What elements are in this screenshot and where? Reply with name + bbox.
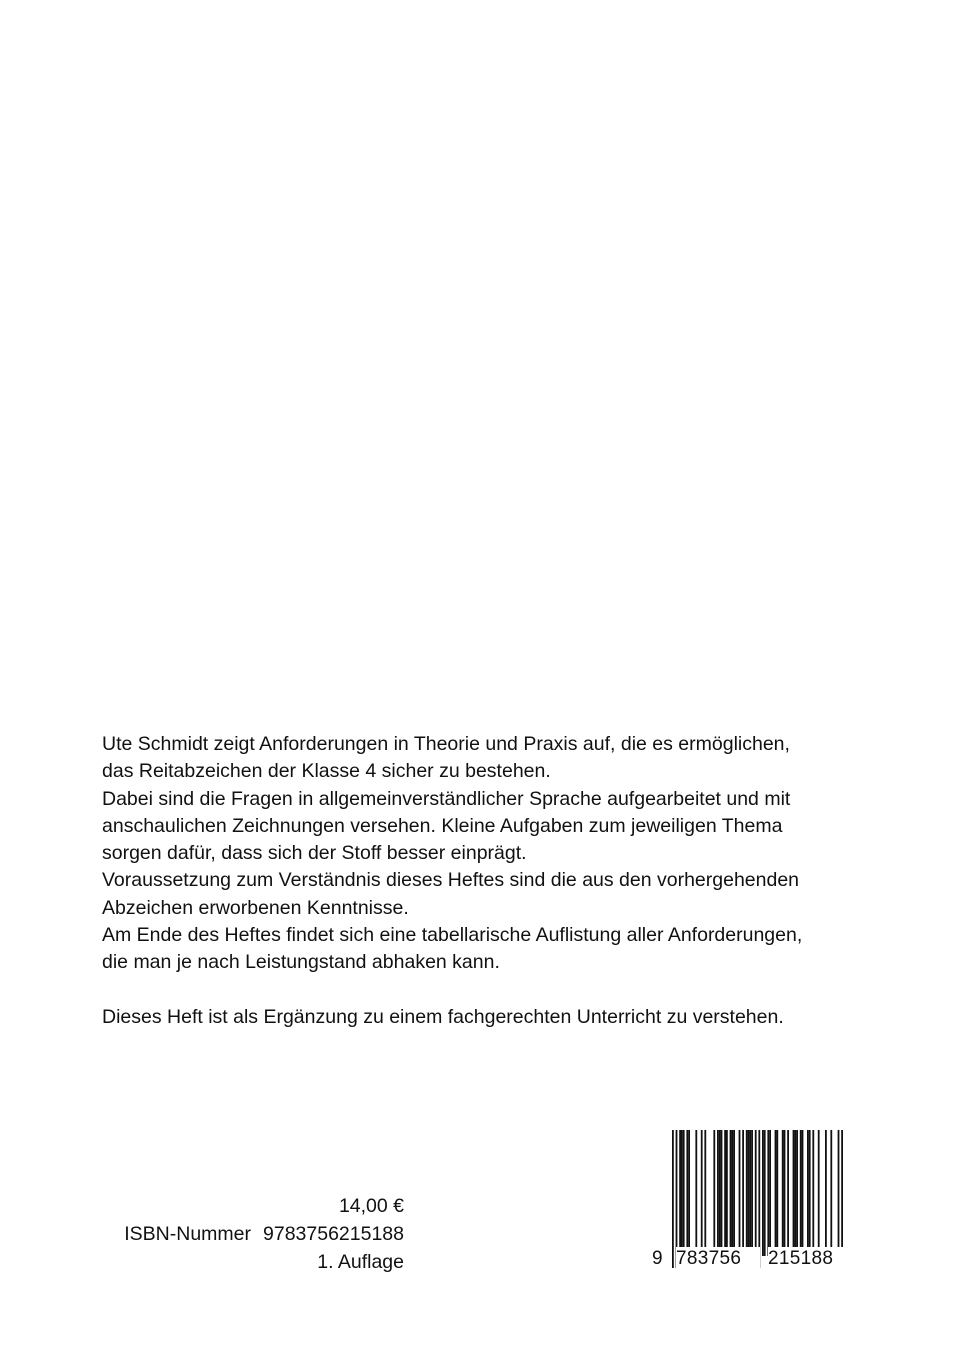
barcode-bar <box>713 1130 715 1256</box>
barcode-bar <box>749 1130 751 1256</box>
barcode-digits <box>652 1247 850 1271</box>
edition: 1. Auflage <box>317 1251 404 1273</box>
barcode-bar <box>794 1130 796 1256</box>
barcode-bar <box>721 1130 723 1256</box>
barcode-bar <box>809 1130 811 1256</box>
barcode-bar <box>767 1130 769 1256</box>
price: 14,00 € <box>338 1195 404 1217</box>
blurb-line: Voraussetzung zum Verständnis dieses Heftes sind die aus den vorhergehenden <box>102 869 800 892</box>
barcode-bar <box>701 1130 703 1256</box>
barcode-bar <box>742 1130 744 1256</box>
blurb-line: anschaulichen Zeichnungen versehen. Kleine Aufgaben zum jeweiligen Thema <box>102 814 783 837</box>
blurb-line: Am Ende des Heftes findet sich eine tabellarische Auflistung aller Anforderungen, <box>102 924 803 947</box>
barcode-bar <box>769 1130 771 1256</box>
barcode-bar <box>776 1130 778 1256</box>
barcode-bar <box>782 1130 784 1256</box>
blurb-closing: Dieses Heft ist als Ergänzung zu einem fachgerechten Unterricht zu verstehen. <box>102 1005 784 1028</box>
barcode-bar <box>793 1130 795 1256</box>
blurb-line: Abzeichen erworbenen Kenntnisse. <box>102 896 409 919</box>
blurb-line: sorgen dafür, dass sich der Stoff besser einprägt. <box>102 842 527 865</box>
barcode-bar <box>739 1130 741 1256</box>
barcode-bar <box>775 1130 777 1256</box>
barcode-bar <box>784 1130 786 1256</box>
barcode-bar <box>746 1130 748 1256</box>
barcode-bar <box>726 1130 728 1256</box>
barcode-bar <box>719 1130 721 1256</box>
back-cover-blurb <box>102 731 882 1031</box>
barcode-bar <box>764 1130 766 1256</box>
barcode-bar <box>787 1130 789 1256</box>
barcode-bar <box>807 1130 809 1256</box>
barcode-bar <box>679 1130 681 1256</box>
barcode-bar <box>683 1130 685 1256</box>
barcode-bar <box>717 1130 719 1256</box>
blurb-line: Dabei sind die Fragen in allgemeinverständlicher Sprache aufgearbeitet und mit <box>102 787 791 810</box>
isbn-line <box>124 1220 404 1248</box>
barcode-bar <box>686 1130 688 1256</box>
barcode-bar <box>751 1130 753 1256</box>
barcode-bar <box>748 1130 750 1256</box>
isbn-label: ISBN-Nummer <box>124 1223 251 1245</box>
barcode-digits-left: 783756 <box>676 1247 760 1271</box>
blurb-line: die man je nach Leistungstand abhaken kann. <box>102 951 500 974</box>
barcode-digit-lead: 9 <box>652 1248 663 1269</box>
barcode-bar <box>730 1130 732 1256</box>
barcode-bar <box>688 1130 690 1256</box>
barcode-bar <box>818 1130 820 1256</box>
barcode-bar <box>733 1130 735 1256</box>
barcode-bar <box>681 1130 683 1256</box>
blurb-line: Ute Schmidt zeigt Anforderungen in Theorie und Praxis auf, die es ermöglichen, <box>102 733 790 755</box>
barcode-bar <box>825 1130 827 1256</box>
barcode-digits-right: 215188 <box>768 1247 846 1271</box>
barcode-bar <box>830 1130 832 1256</box>
barcode-bar <box>812 1130 814 1256</box>
publication-info <box>124 1192 404 1276</box>
barcode-bar <box>796 1130 798 1256</box>
barcode-bar <box>802 1130 804 1256</box>
barcode-bar <box>704 1130 706 1256</box>
isbn-value: 9783756215188 <box>263 1223 404 1245</box>
isbn-barcode <box>652 1128 850 1274</box>
blurb-line: das Reitabzeichen der Klasse 4 sicher zu bestehen. <box>102 760 551 783</box>
barcode-bar <box>731 1130 733 1256</box>
barcode-bar <box>800 1130 802 1256</box>
barcode-bar <box>762 1130 764 1256</box>
paragraph-gap <box>102 977 882 1004</box>
barcode-bar <box>695 1130 697 1256</box>
barcode-bar <box>724 1130 726 1256</box>
